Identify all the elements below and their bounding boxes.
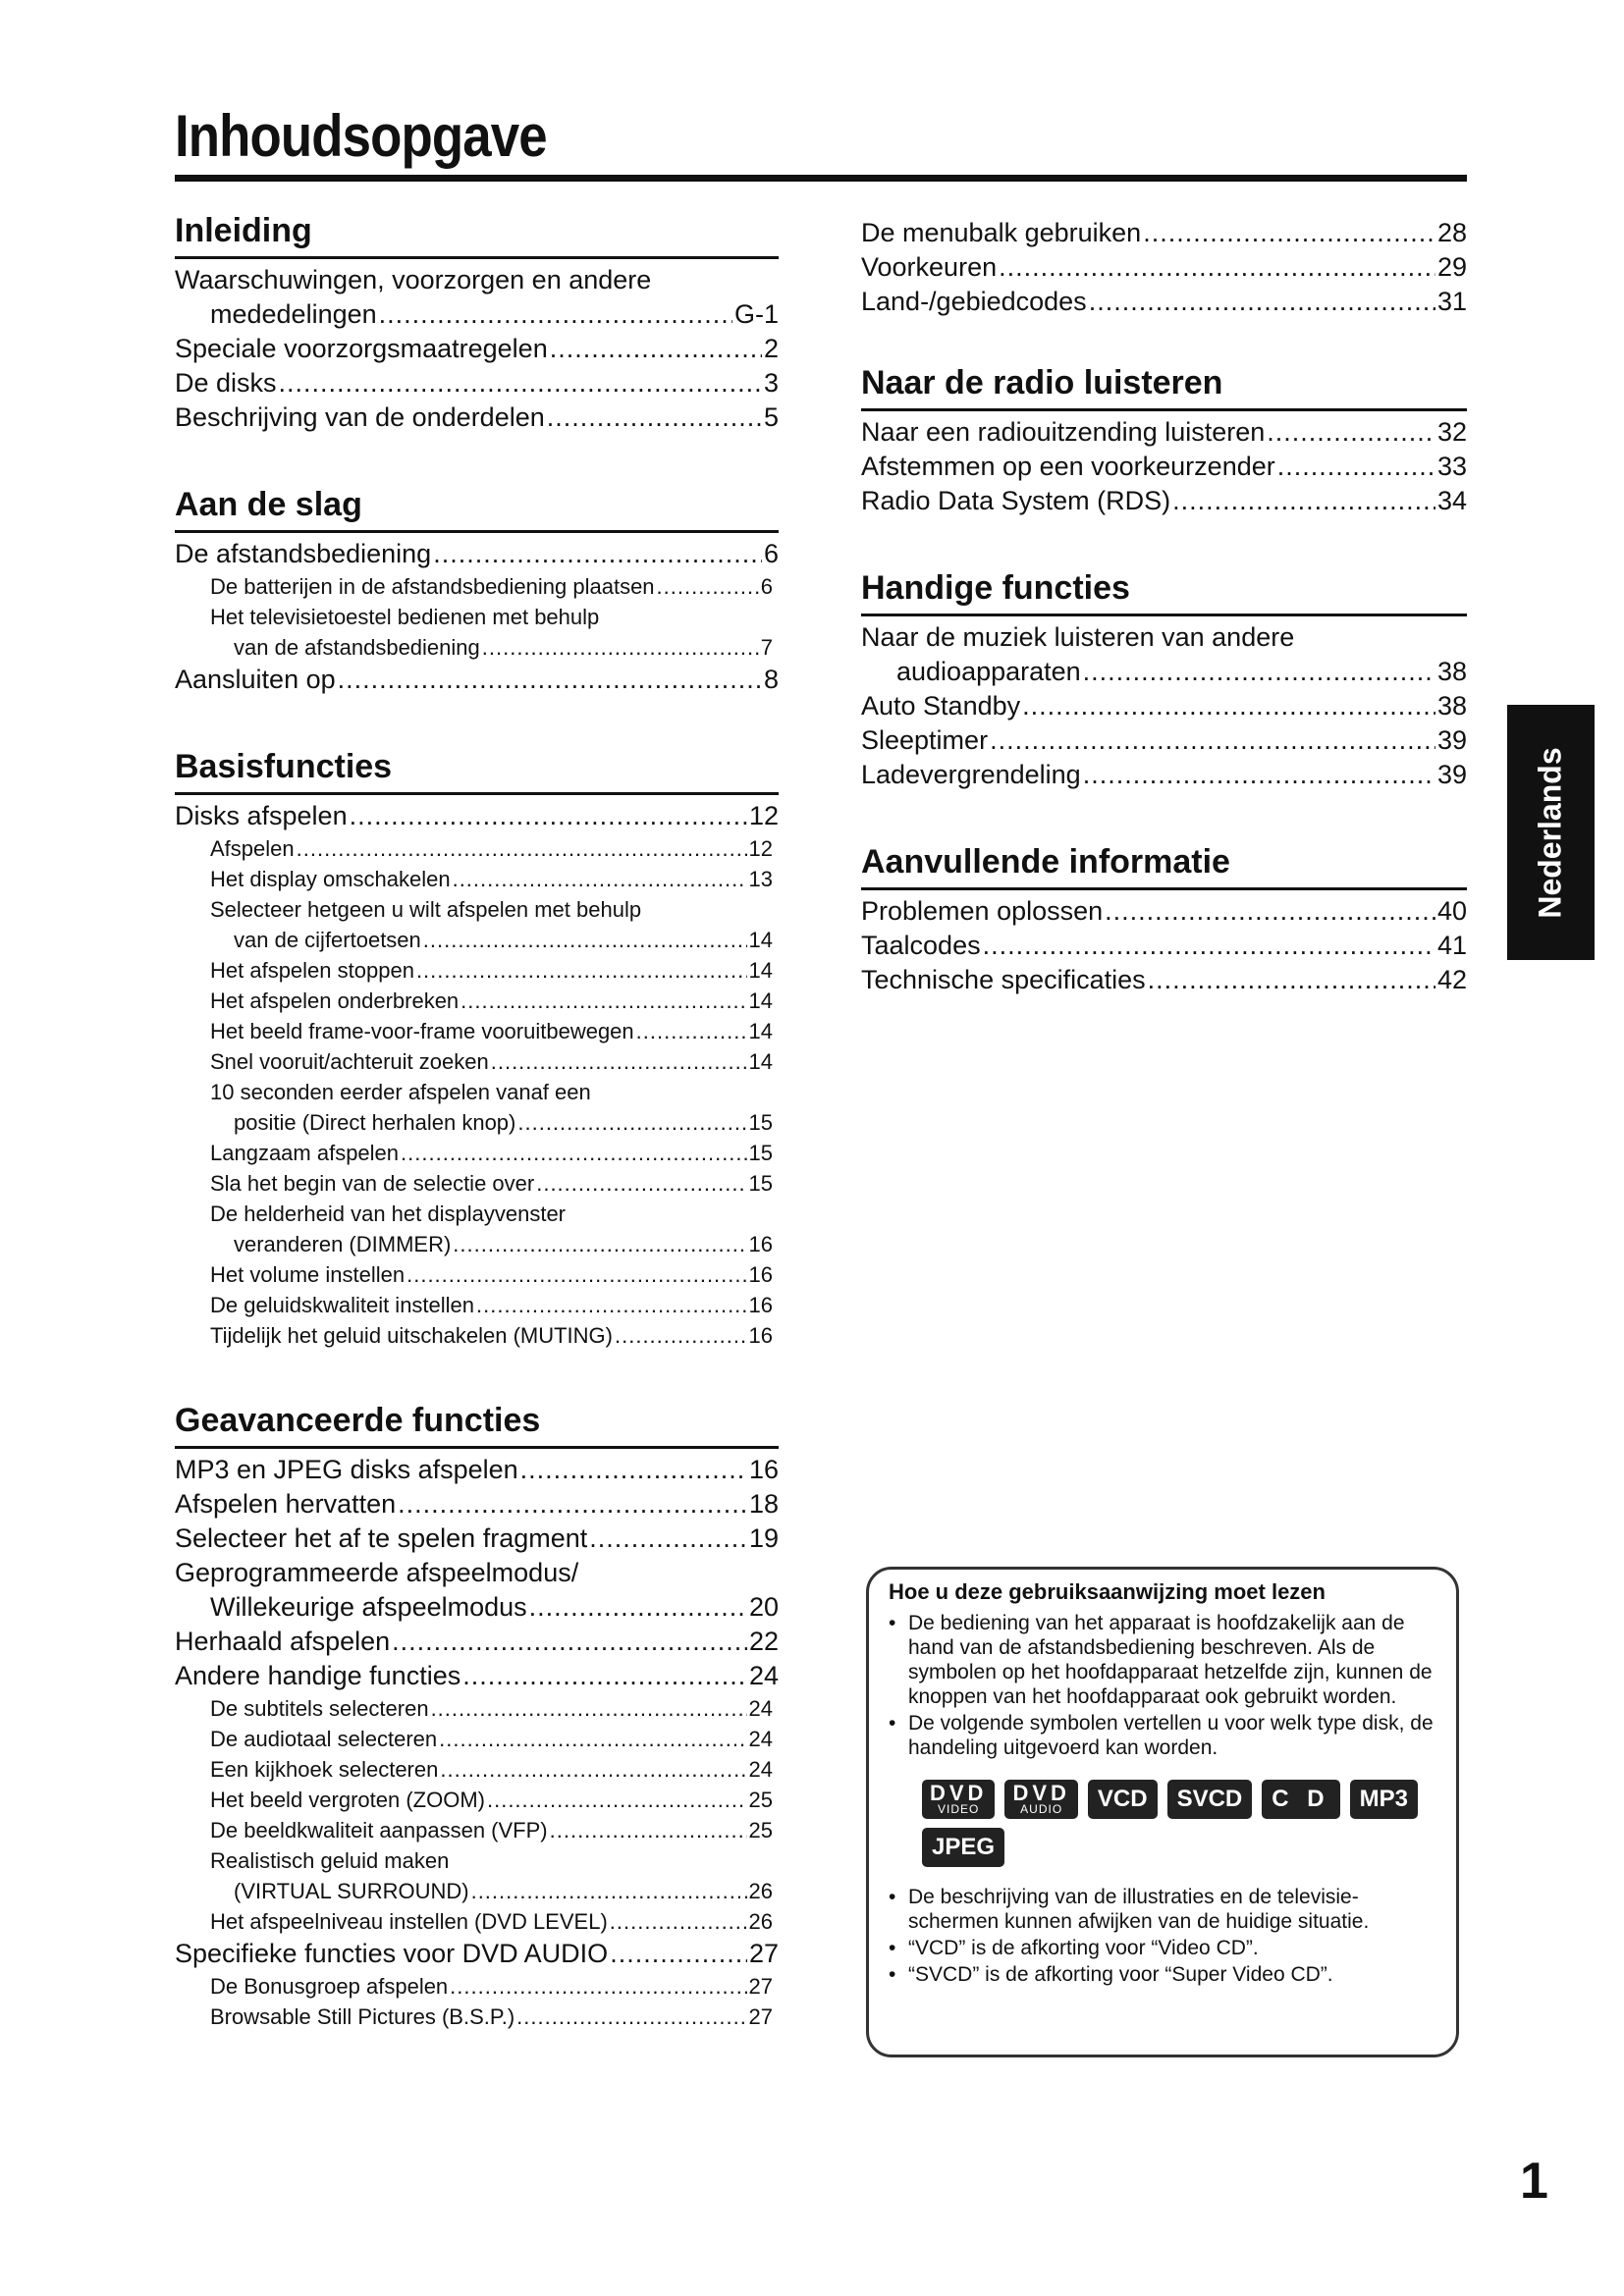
toc-subentry[interactable]: De audiotaal selecteren ..... 24 bbox=[175, 1724, 779, 1754]
toc-subentry[interactable]: Sla het begin van de selectie over ..... 15 bbox=[175, 1168, 779, 1199]
toc-subentry[interactable]: Afspelen ..... 12 bbox=[175, 833, 779, 864]
toc-subentry[interactable]: Het beeld vergroten (ZOOM) ..... 25 bbox=[175, 1785, 779, 1815]
toc-subentry[interactable]: Het beeld frame-voor-frame vooruitbewegen ..... 14 bbox=[175, 1016, 779, 1046]
toc-entry[interactable]: De disks ..... 3 bbox=[175, 366, 779, 400]
section-handige-functies bbox=[861, 565, 1467, 792]
reading-guide-item: • De beschrijving van de illustraties en de televisie-schermen kunnen afwijken van de huidige situatie. bbox=[889, 1886, 1370, 1933]
section-title: Aan de slag bbox=[175, 482, 779, 533]
language-side-tab bbox=[1507, 705, 1595, 960]
toc-entry[interactable]: Afspelen hervatten ..... 18 bbox=[175, 1487, 779, 1522]
toc-subentry[interactable]: 10 seconden eerder afspelen vanaf een bbox=[210, 1080, 591, 1104]
svcd-badge: SVCD bbox=[1167, 1780, 1253, 1819]
toc-subentry[interactable]: Selecteer hetgeen u wilt afspelen met behulp bbox=[210, 897, 642, 922]
toc-entry[interactable]: Ladevergrendeling ..... 39 bbox=[861, 758, 1467, 792]
toc-subentry[interactable]: Tijdelijk het geluid uitschakelen (MUTING) ..... 16 bbox=[175, 1320, 779, 1351]
section-title: Geavanceerde functies bbox=[175, 1398, 779, 1449]
disc-type-badges bbox=[889, 1762, 1438, 1885]
section-continued bbox=[861, 208, 1467, 319]
cd-badge: C D bbox=[1262, 1780, 1339, 1819]
toc-subentry[interactable]: Het afspelen stoppen ..... 14 bbox=[175, 955, 779, 986]
dvd-audio-badge: DVD AUDIO bbox=[1004, 1780, 1077, 1819]
toc-subentry[interactable]: Het televisietoestel bedienen met behulp bbox=[210, 605, 600, 629]
toc-entry[interactable]: MP3 en JPEG disks afspelen ..... 16 bbox=[175, 1453, 779, 1487]
toc-entry[interactable]: Waarschuwingen, voorzorgen en andere bbox=[175, 265, 652, 294]
toc-entry[interactable]: De afstandsbediening ..... 6 bbox=[175, 537, 779, 571]
vcd-badge: VCD bbox=[1088, 1780, 1158, 1819]
toc-subentry[interactable]: Het display omschakelen ..... 13 bbox=[175, 864, 779, 894]
toc-subentry[interactable]: Browsable Still Pictures (B.S.P.) ..... 27 bbox=[175, 2002, 779, 2032]
reading-guide-item: • De volgende symbolen vertellen u voor welk type disk, de handeling uitgevoerd kan worden. bbox=[889, 1712, 1434, 1759]
toc-subentry[interactable]: positie (Direct herhalen knop) ..... 15 bbox=[175, 1107, 779, 1138]
toc-entry[interactable]: De menubalk gebruiken ..... 28 bbox=[861, 216, 1467, 250]
toc-left-column bbox=[175, 208, 779, 2079]
toc-subentry[interactable]: van de afstandsbediening ..... 7 bbox=[175, 632, 779, 663]
toc-right-column bbox=[861, 208, 1467, 1044]
toc-subentry[interactable]: (VIRTUAL SURROUND) ..... 26 bbox=[175, 1876, 779, 1906]
toc-entry[interactable]: Auto Standby ..... 38 bbox=[861, 689, 1467, 723]
section-title: Inleiding bbox=[175, 208, 779, 259]
reading-guide-box bbox=[866, 1567, 1459, 2057]
toc-entry[interactable]: Naar de muziek luisteren van andere bbox=[861, 622, 1295, 652]
mp3-badge: MP3 bbox=[1350, 1780, 1418, 1819]
section-geavanceerde-functies bbox=[175, 1398, 779, 2032]
toc-subentry[interactable]: De batterijen in de afstandsbediening plaatsen ..... 6 bbox=[175, 571, 779, 602]
toc-entry[interactable]: Beschrijving van de onderdelen ..... 5 bbox=[175, 400, 779, 435]
toc-subentry[interactable]: De geluidskwaliteit instellen ..... 16 bbox=[175, 1290, 779, 1320]
toc-entry[interactable]: Taalcodes ..... 41 bbox=[861, 929, 1467, 963]
toc-entry[interactable]: Selecteer het af te spelen fragment ..... 19 bbox=[175, 1522, 779, 1556]
toc-subentry[interactable]: De beeldkwaliteit aanpassen (VFP) ..... 25 bbox=[175, 1815, 779, 1845]
section-basisfuncties bbox=[175, 744, 779, 1351]
toc-subentry[interactable]: Het volume instellen ..... 16 bbox=[175, 1259, 779, 1290]
page-number: 1 bbox=[1520, 2153, 1548, 2210]
toc-subentry[interactable]: Het afspeelniveau instellen (DVD LEVEL) ..... 26 bbox=[175, 1906, 779, 1937]
language-label: Nederlands bbox=[1533, 746, 1568, 919]
toc-entry[interactable]: mededelingen ..... G-1 bbox=[175, 297, 779, 332]
section-aan-de-slag bbox=[175, 482, 779, 697]
toc-entry[interactable]: Aansluiten op ..... 8 bbox=[175, 663, 779, 697]
section-aanvullende-informatie bbox=[861, 839, 1467, 997]
title-rule bbox=[175, 175, 1467, 182]
toc-subentry[interactable]: Snel vooruit/achteruit zoeken ..... 14 bbox=[175, 1046, 779, 1077]
toc-subentry[interactable]: De helderheid van het displayvenster bbox=[210, 1201, 567, 1226]
toc-subentry[interactable]: Realistisch geluid maken bbox=[210, 1848, 450, 1873]
section-inleiding bbox=[175, 208, 779, 435]
section-title: Basisfuncties bbox=[175, 744, 779, 795]
toc-subentry[interactable]: De Bonusgroep afspelen ..... 27 bbox=[175, 1971, 779, 2002]
toc-subentry[interactable]: Het afspelen onderbreken ..... 14 bbox=[175, 986, 779, 1016]
jpeg-badge: JPEG bbox=[922, 1828, 1004, 1867]
toc-entry[interactable]: Andere handige functies ..... 24 bbox=[175, 1659, 779, 1693]
toc-subentry[interactable]: van de cijfertoetsen ..... 14 bbox=[175, 925, 779, 955]
toc-entry[interactable]: Sleeptimer ..... 39 bbox=[861, 723, 1467, 758]
toc-entry[interactable]: Geprogrammeerde afspeelmodus/ bbox=[175, 1558, 579, 1587]
section-radio bbox=[861, 360, 1467, 518]
reading-guide-item: • “SVCD” is de afkorting voor “Super Video CD”. bbox=[889, 1963, 1333, 1986]
toc-subentry[interactable]: Een kijkhoek selecteren ..... 24 bbox=[175, 1754, 779, 1785]
toc-entry[interactable]: Naar een radiouitzending luisteren ..... 32 bbox=[861, 415, 1467, 450]
dvd-video-badge: DVD VIDEO bbox=[922, 1780, 995, 1819]
toc-entry[interactable]: Land-/gebiedcodes ..... 31 bbox=[861, 285, 1467, 319]
section-title: Handige functies bbox=[861, 565, 1467, 616]
toc-subentry[interactable]: De subtitels selecteren ..... 24 bbox=[175, 1693, 779, 1724]
toc-entry[interactable]: Voorkeuren ..... 29 bbox=[861, 250, 1467, 285]
toc-entry[interactable]: Radio Data System (RDS) ..... 34 bbox=[861, 484, 1467, 518]
section-title: Aanvullende informatie bbox=[861, 839, 1467, 890]
toc-entry[interactable]: Afstemmen op een voorkeurzender ..... 33 bbox=[861, 450, 1467, 484]
reading-guide-item: • “VCD” is de afkorting voor “Video CD”. bbox=[889, 1937, 1259, 1959]
toc-entry[interactable]: Herhaald afspelen ..... 22 bbox=[175, 1625, 779, 1659]
toc-entry[interactable]: Willekeurige afspeelmodus ..... 20 bbox=[175, 1590, 779, 1625]
toc-entry[interactable]: audioapparaten ..... 38 bbox=[861, 655, 1467, 689]
section-title: Naar de radio luisteren bbox=[861, 360, 1467, 411]
toc-subentry[interactable]: Langzaam afspelen ..... 15 bbox=[175, 1138, 779, 1168]
page-title: Inhoudsopgave bbox=[175, 103, 547, 169]
toc-entry[interactable]: Disks afspelen ..... 12 bbox=[175, 799, 779, 833]
toc-entry[interactable]: Technische specificaties ..... 42 bbox=[861, 963, 1467, 997]
reading-guide-title: Hoe u deze gebruiksaanwijzing moet lezen bbox=[889, 1579, 1326, 1604]
toc-entry[interactable]: Specifieke functies voor DVD AUDIO ..... 27 bbox=[175, 1937, 779, 1971]
reading-guide-item: • De bediening van het apparaat is hoofdzakelijk aan de hand van de afstandsbediening beschreven. Als de symbolen op het hoofdapparaat hetzelfde zijn, kunnen de knoppen van het hoofdapparaat ook gebruikt worden. bbox=[889, 1612, 1433, 1708]
toc-entry[interactable]: Problemen oplossen ..... 40 bbox=[861, 894, 1467, 929]
toc-entry[interactable]: Speciale voorzorgsmaatregelen ..... 2 bbox=[175, 332, 779, 366]
toc-subentry[interactable]: veranderen (DIMMER) ..... 16 bbox=[175, 1229, 779, 1259]
